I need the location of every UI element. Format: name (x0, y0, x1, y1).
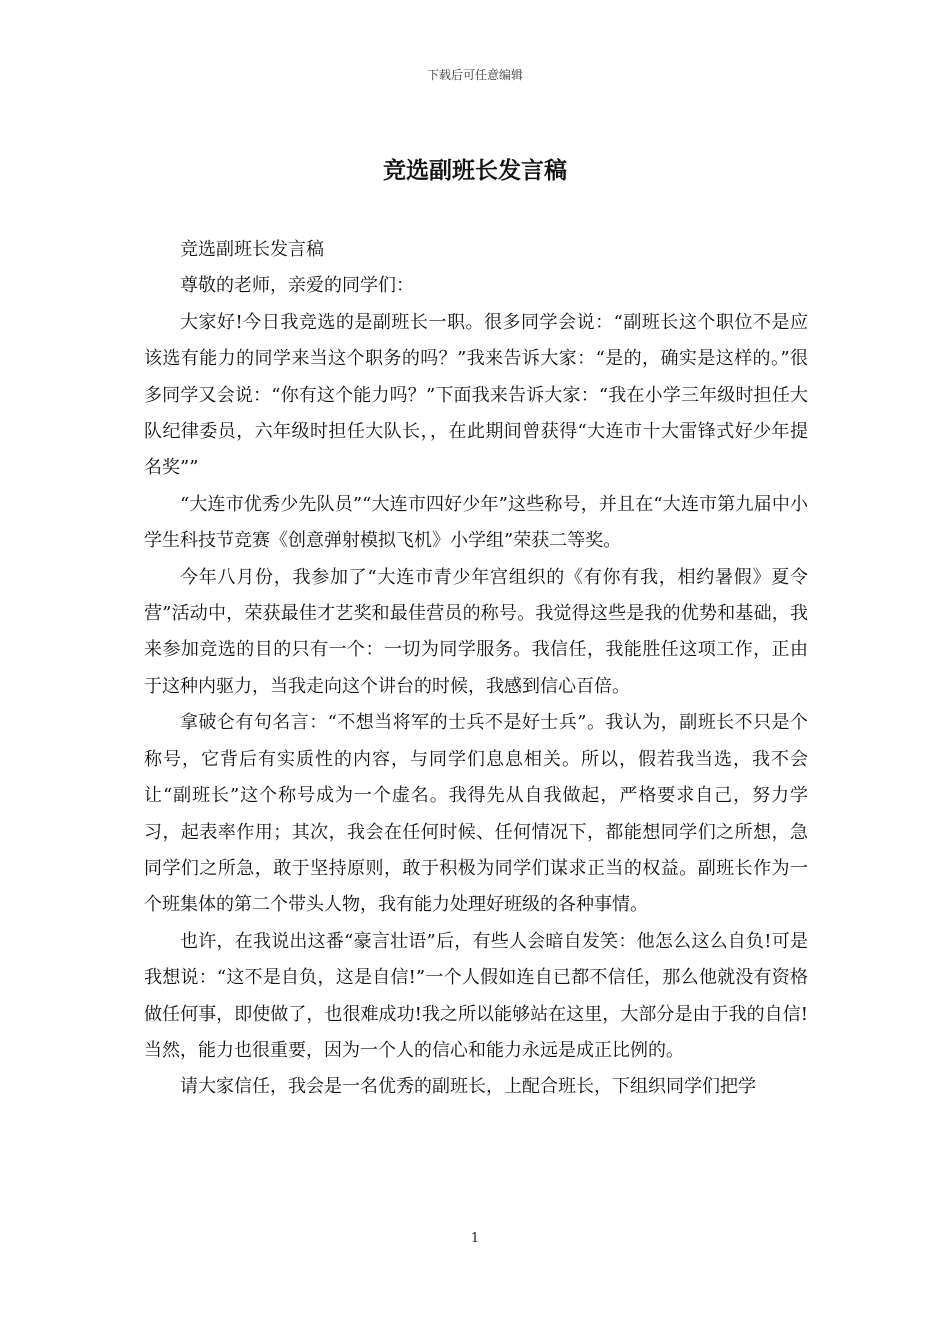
document-body (144, 232, 808, 1106)
paragraph: 请大家信任，我会是一名优秀的副班长，上配合班长，下组织同学们把学 (180, 1076, 756, 1098)
paragraph: 今年八月份，我参加了“大连市青少年宫组织的《有你有我，相约暑假》夏令营”活动中，荣获最佳才艺奖和最佳营员的称号。我觉得这些是我的优势和基础，我来参加竞选的目的只有一个：一切为同学服务。我信任，我能胜任这项工作，正由于这种内驱力，当我走向这个讲台的时候，我感到信心百倍。 (144, 566, 808, 697)
paragraph: 拿破仑有句名言：“不想当将军的士兵不是好士兵”。我认为，副班长不只是个称号，它背后有实质性的内容，与同学们息息相关。所以，假若我当选，我不会让“副班长”这个称号成为一个虚名。我得先从自我做起，严格要求自己，努力学习，起表率作用；其次，我会在任何时候、任何情况下，都能想同学们之所想，急同学们之所急，敢于坚持原则，敢于积极为同学们谋求正当的权益。副班长作为一个班集体的第二个带头人物，我有能力处理好班级的各种事情。 (144, 712, 808, 916)
paragraph-subtitle: 竞选副班长发言稿 (180, 239, 324, 260)
paragraph: 大家好!今日我竞选的是副班长一职。很多同学会说：“副班长这个职位不是应该选有能力的同学来当这个职务的吗？”我来告诉大家：“是的，确实是这样的。”很多同学又会说：“你有这个能力吗？”下面我来告诉大家：“我在小学三年级时担任大队纪律委员，六年级时担任大队长，，在此期间曾获得“大连市十大雷锋式好少年提名奖”” (144, 311, 808, 479)
header-note: 下载后可任意编辑 (426, 68, 523, 82)
paragraph: “大连市优秀少先队员”“大连市四好少年”这些称号，并且在“大连市第九届中小学生科技节竞赛《创意弹射模拟飞机》小学组”荣获二等奖。 (144, 493, 808, 552)
paragraph-salutation: 尊敬的老师，亲爱的同学们： (180, 275, 414, 297)
document-title: 竞选副班长发言稿 (383, 157, 567, 184)
paragraph: 也许，在我说出这番“豪言壮语”后，有些人会暗自发笑：他怎么这么自负!可是我想说：“这不是自负，这是自信!”一个人假如连自已都不信任，那么他就没有资格做任何事，即使做了，也很难成功!我之所以能够站在这里，大部分是由于我的自信!当然，能力也很重要，因为一个人的信心和能力永远是成正比例的。 (144, 930, 808, 1061)
page-number: 1 (470, 1231, 480, 1246)
